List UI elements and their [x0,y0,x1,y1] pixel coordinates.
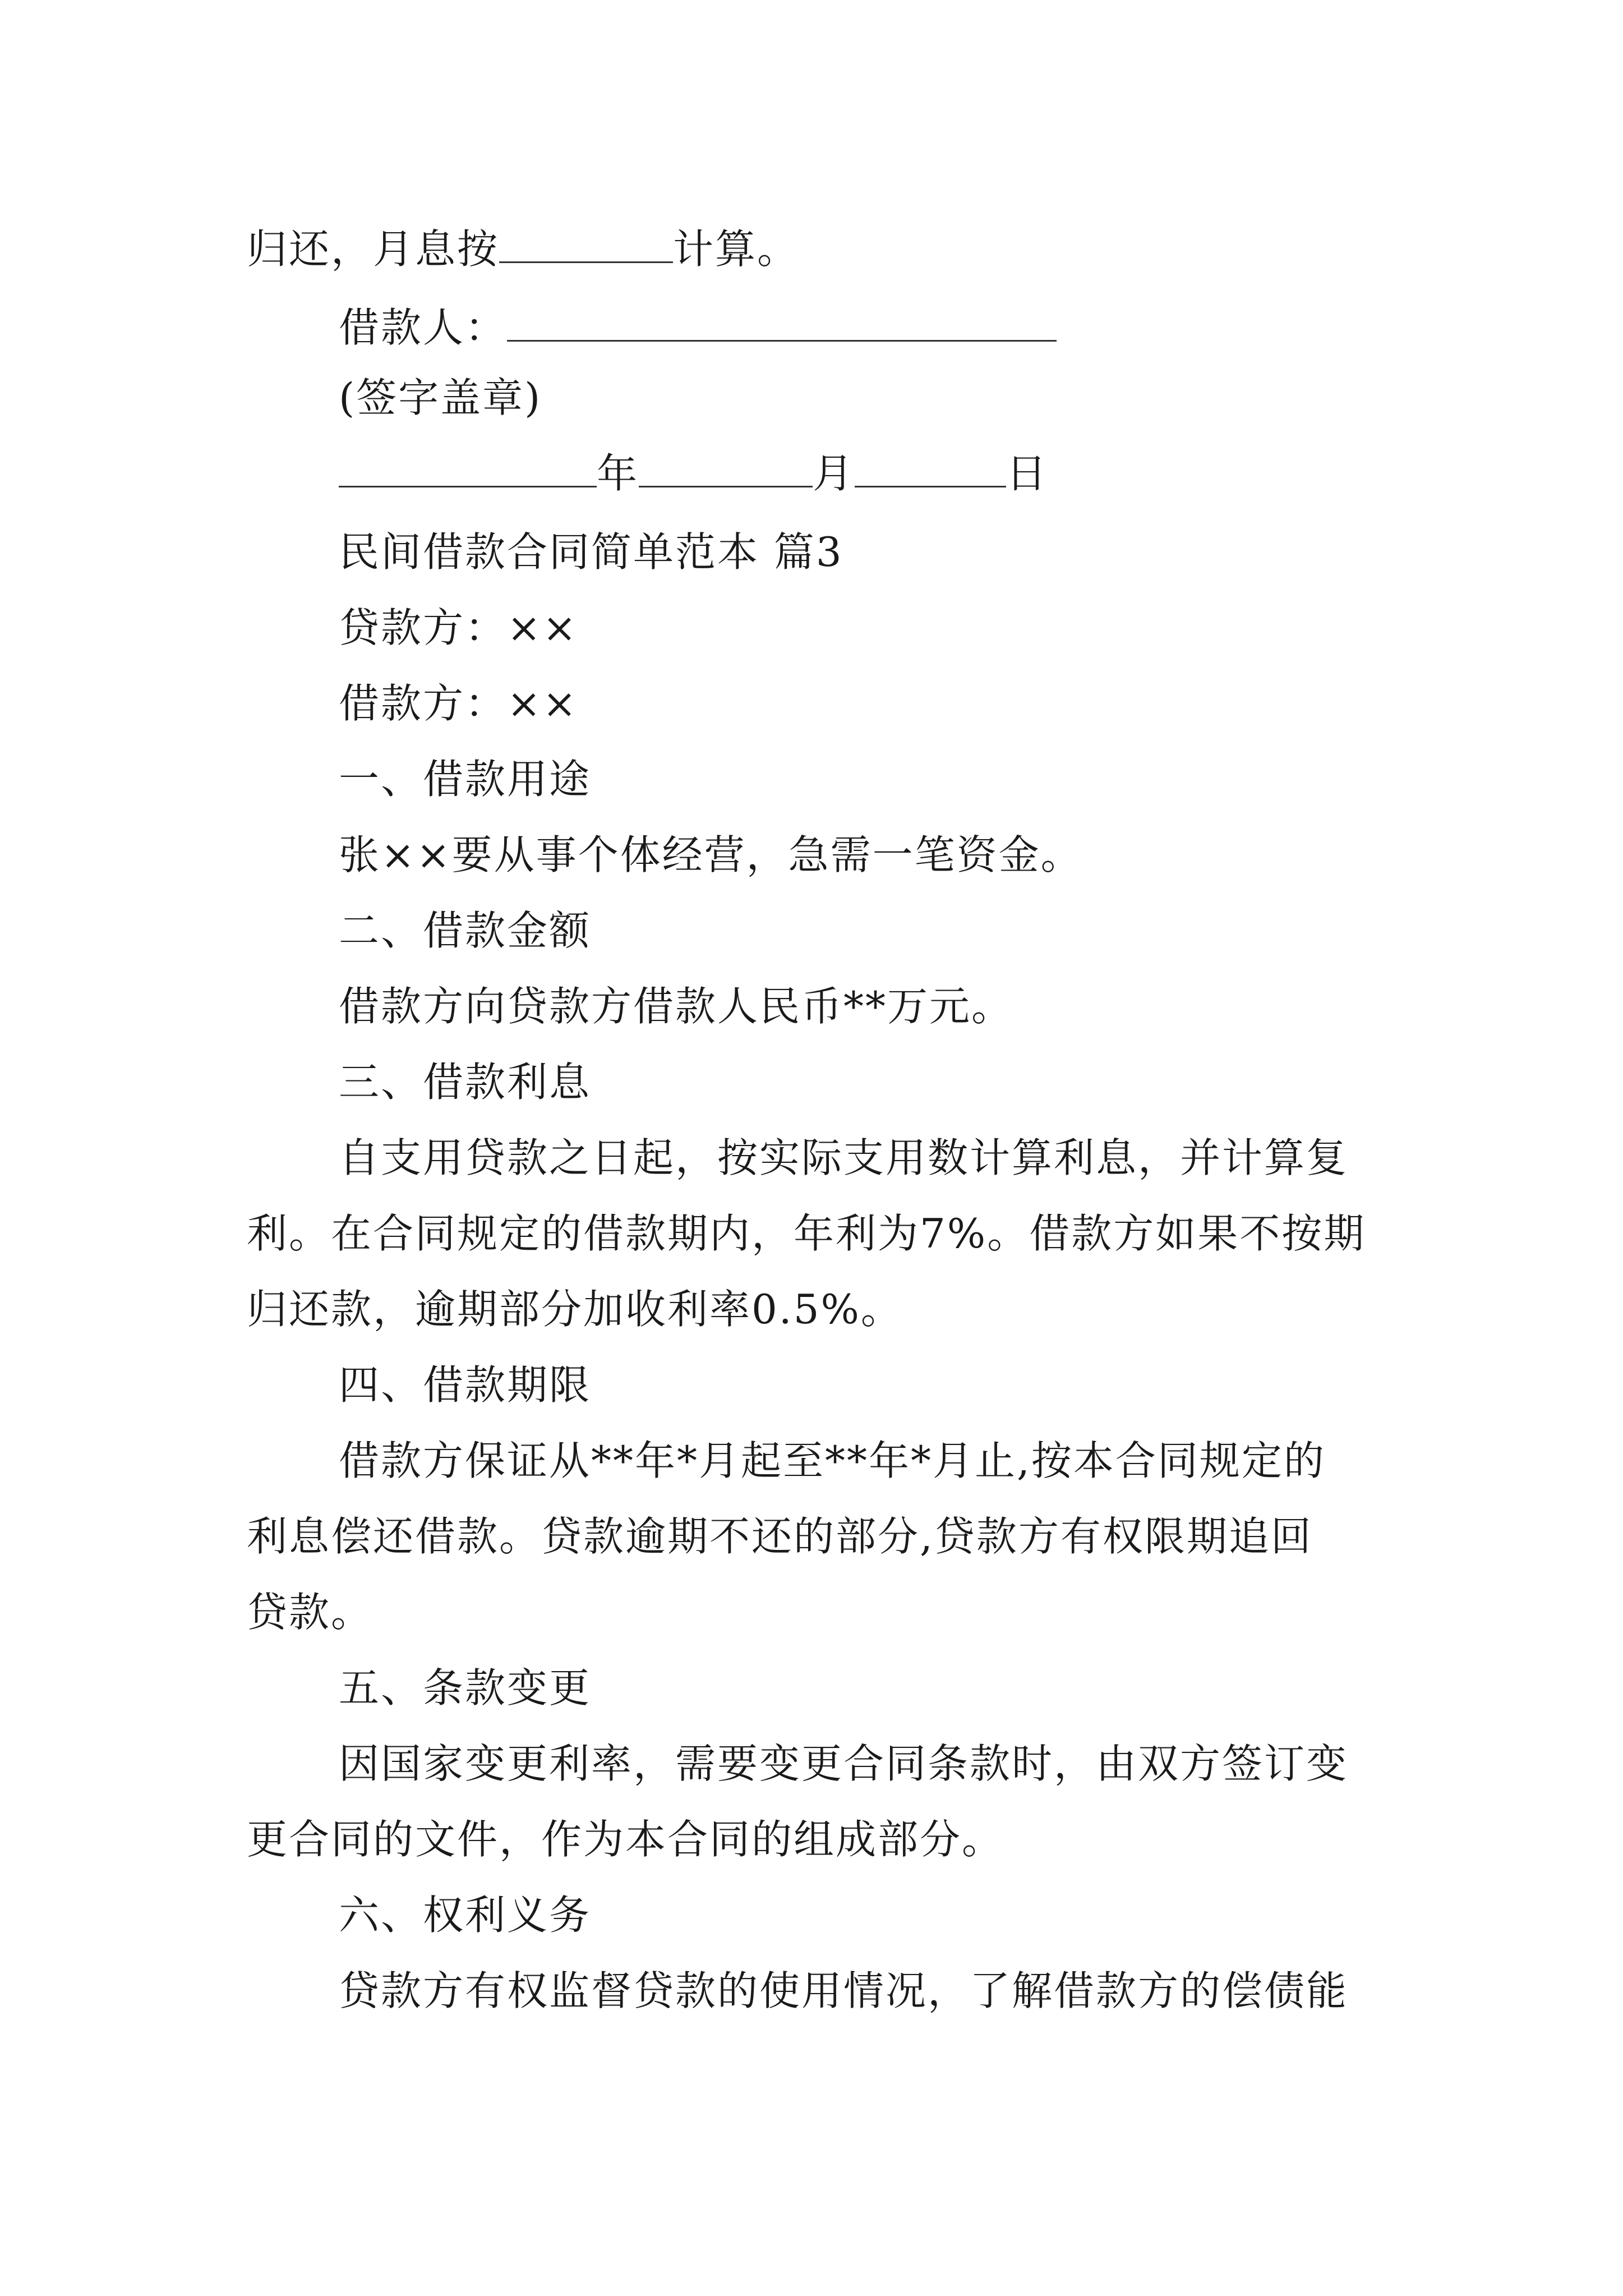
paragraph-line: 归还款，逾期部分加收利率0.5%。 [247,1286,903,1333]
interest-clause-suffix: 计算。 [673,226,800,273]
paragraph-line: 张××要从事个体经营，急需一笔资金。 [339,831,1083,878]
year-blank[interactable] [339,451,597,487]
section-title: 民间借款合同简单范本 篇3 [339,528,843,576]
paragraph-line: 更合同的文件，作为本合同的组成部分。 [247,1816,1004,1863]
interest-rate-blank[interactable] [499,227,673,263]
month-blank[interactable] [639,451,813,487]
signature-seal-note: (签字盖章) [339,374,542,421]
paragraph-line: 贷款。 [247,1589,374,1636]
paragraph-line: 利息偿还借款。贷款逾期不还的部分,贷款方有权限期追回 [247,1513,1313,1560]
paragraph-line: 借款方保证从**年*月起至**年*月止,按本合同规定的 [339,1437,1326,1484]
paragraph-line: 自支用贷款之日起，按实际支用数计算利息，并计算复 [339,1134,1349,1181]
lender-line: 贷款方：×× [339,604,578,651]
heading-loan-amount: 二、借款金额 [339,907,592,954]
paragraph-line: 因国家变更利率，需要变更合同条款时，由双方签订变 [339,1740,1349,1787]
day-label: 日 [1006,450,1049,497]
borrower-label: 借款人： [339,304,508,351]
borrower-signature-line [339,303,1057,352]
interest-clause-line [247,224,799,274]
borrower-party-line: 借款方：×× [339,680,578,727]
heading-rights-obligations: 六、权利义务 [339,1892,592,1939]
year-label: 年 [597,450,639,497]
heading-loan-term: 四、借款期限 [339,1361,592,1409]
heading-loan-purpose: 一、借款用途 [339,756,592,803]
paragraph-line: 利。在合同规定的借款期内，年利为7%。借款方如果不按期 [247,1210,1366,1257]
heading-clause-change: 五、条款变更 [339,1664,592,1711]
paragraph-line: 借款方向贷款方借款人民币**万元。 [339,983,1014,1030]
month-label: 月 [813,450,855,497]
borrower-name-blank[interactable] [507,305,1057,342]
date-line [339,449,1048,498]
day-blank[interactable] [855,451,1006,487]
interest-clause-prefix: 归还，月息按 [247,226,500,273]
heading-loan-interest: 三、借款利息 [339,1059,592,1106]
paragraph-line: 贷款方有权监督贷款的使用情况，了解借款方的偿债能 [339,1967,1349,2014]
